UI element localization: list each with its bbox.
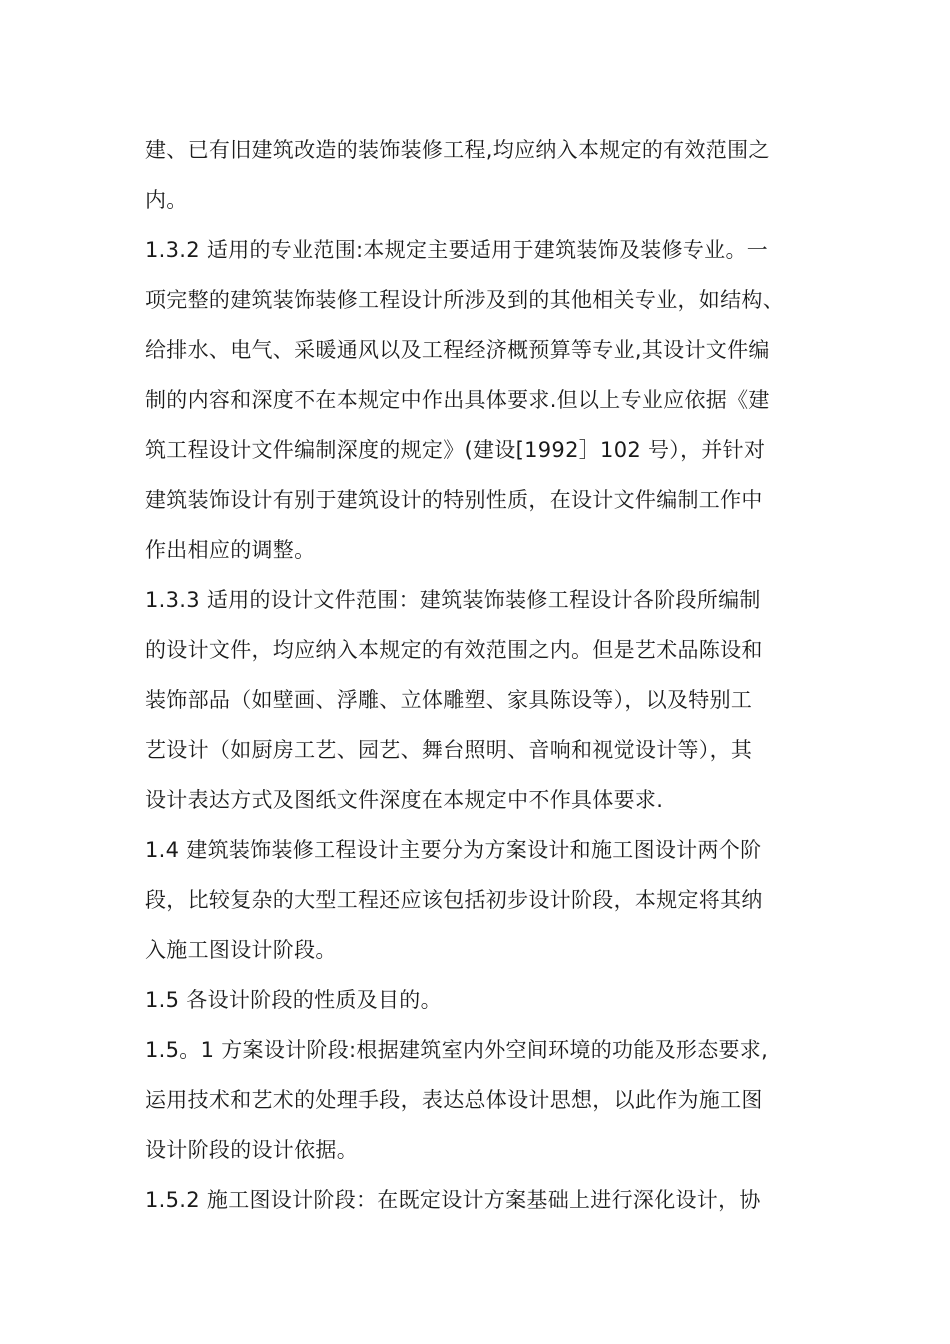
text-line: 入施工图设计阶段。 xyxy=(145,938,337,962)
text-line: 装饰部品（如壁画、浮雕、立体雕塑、家具陈设等），以及特别工 xyxy=(145,688,753,712)
text-line: 段，比较复杂的大型工程还应该包括初步设计阶段，本规定将其纳 xyxy=(145,888,763,912)
section-1-3-2-heading-line: 1.3.2 适用的专业范围:本规定主要适用于建筑装饰及装修专业。一 xyxy=(145,238,769,262)
text-line: 的设计文件，均应纳入本规定的有效范围之内。但是艺术品陈设和 xyxy=(145,638,763,662)
section-1-5-2-heading-line: 1.5.2 施工图设计阶段：在既定设计方案基础上进行深化设计，协 xyxy=(145,1188,761,1212)
section-1-5-heading-line: 1.5 各设计阶段的性质及目的。 xyxy=(145,988,442,1012)
text-line: 给排水、电气、采暖通风以及工程经济概预算等专业,其设计文件编 xyxy=(145,338,770,362)
section-1-5-1-heading-line: 1.5。1 方案设计阶段:根据建筑室内外空间环境的功能及形态要求, xyxy=(145,1038,769,1062)
text-line: 筑工程设计文件编制深度的规定》(建设[1992］102 号），并针对 xyxy=(145,438,766,462)
text-line: 艺设计（如厨房工艺、园艺、舞台照明、音响和视觉设计等），其 xyxy=(145,738,753,762)
text-line: 运用技术和艺术的处理手段，表达总体设计思想，以此作为施工图 xyxy=(145,1088,763,1112)
text-line: 设计阶段的设计依据。 xyxy=(145,1138,358,1162)
text-line: 制的内容和深度不在本规定中作出具体要求.但以上专业应依据《建 xyxy=(145,388,770,412)
section-1-3-3-heading-line: 1.3.3 适用的设计文件范围：建筑装饰装修工程设计各阶段所编制 xyxy=(145,588,761,612)
text-line: 作出相应的调整。 xyxy=(145,538,316,562)
text-line: 建筑装饰设计有别于建筑设计的特别性质，在设计文件编制工作中 xyxy=(145,488,763,512)
text-line: 项完整的建筑装饰装修工程设计所涉及到的其他相关专业，如结构、 xyxy=(145,288,784,312)
section-1-4-heading-line: 1.4 建筑装饰装修工程设计主要分为方案设计和施工图设计两个阶 xyxy=(145,838,762,862)
text-line: 内。 xyxy=(145,188,188,212)
text-line: 设计表达方式及图纸文件深度在本规定中不作具体要求. xyxy=(145,788,664,812)
text-line: 建、已有旧建筑改造的装饰装修工程,均应纳入本规定的有效范围之 xyxy=(145,138,770,162)
